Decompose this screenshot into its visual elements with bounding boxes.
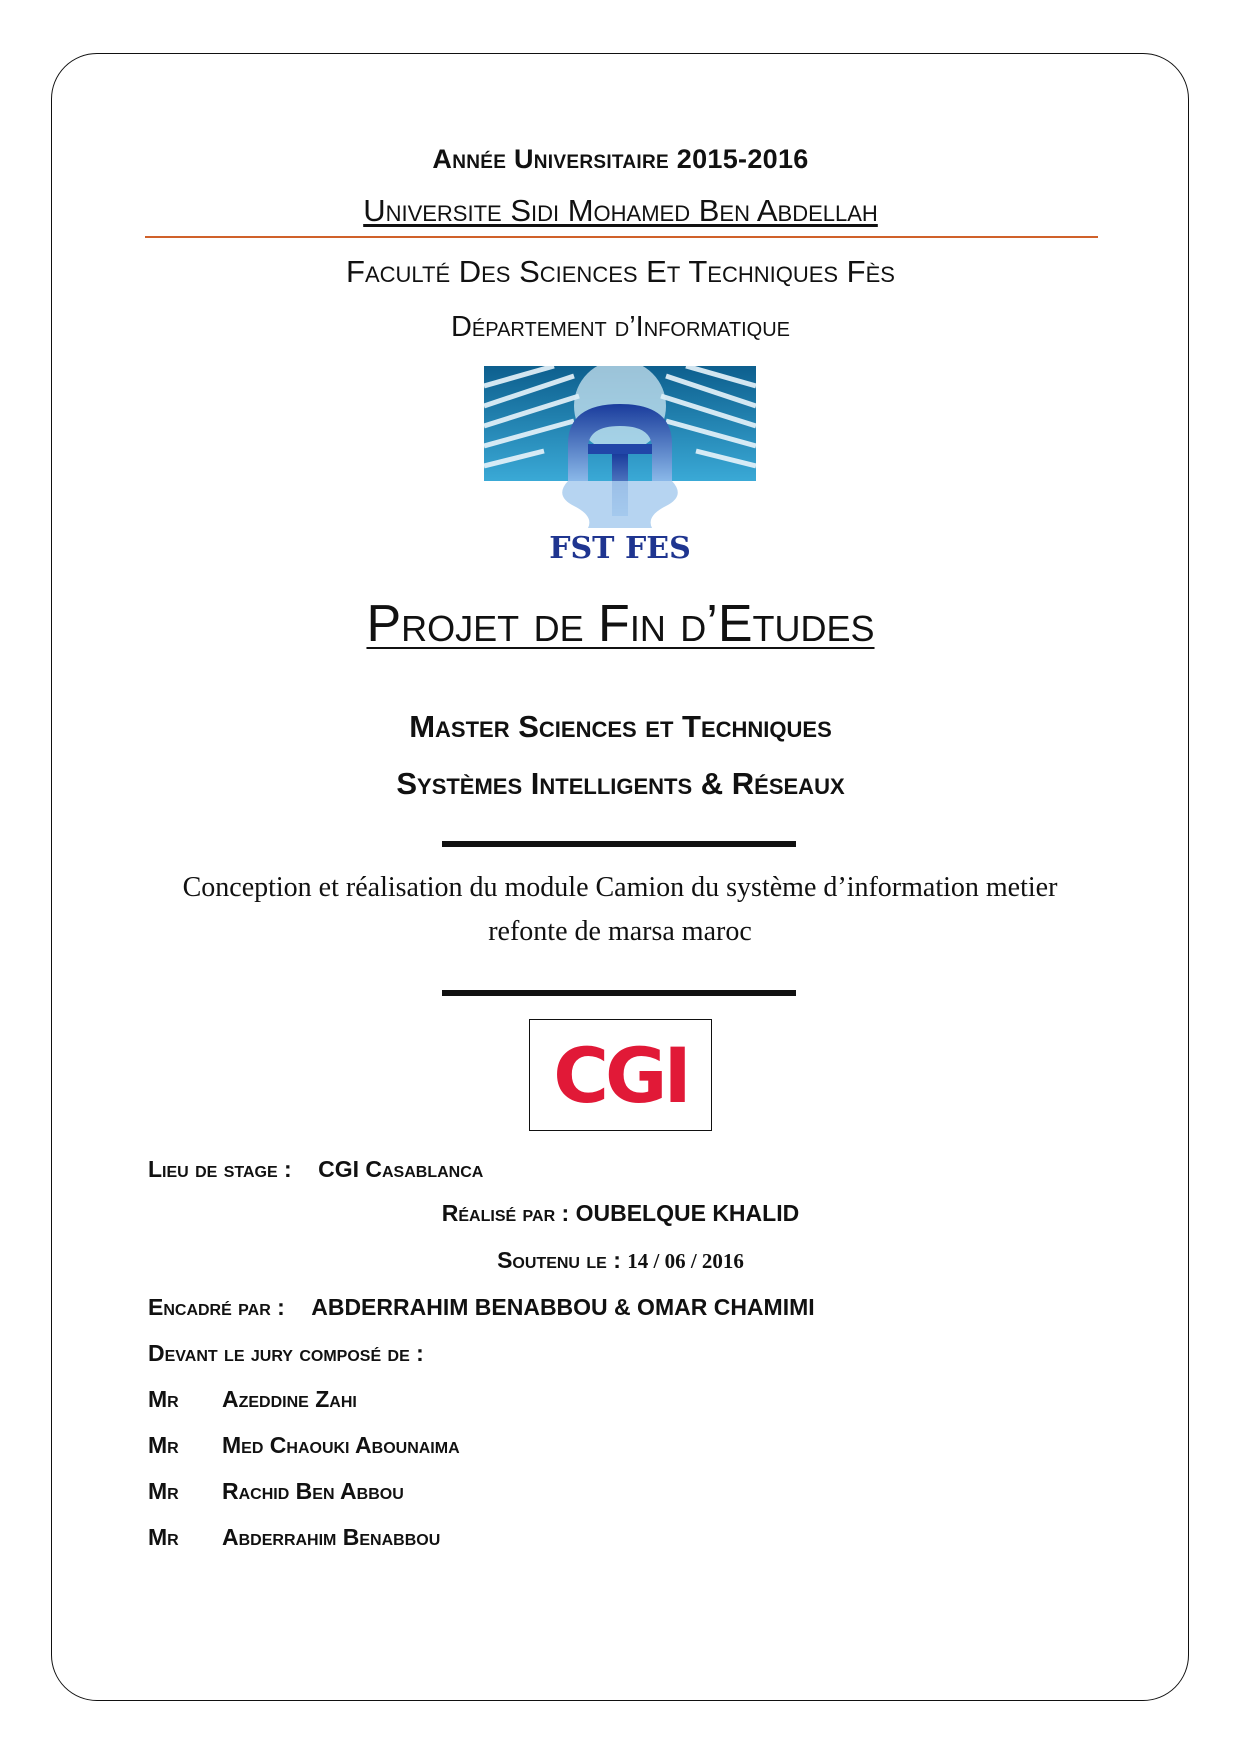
- jury-member: [148, 1478, 404, 1505]
- jury-name: Azeddine Zahi: [222, 1386, 357, 1412]
- department-name: Département d’Informatique: [450, 311, 791, 343]
- jury-title: Mr: [148, 1386, 179, 1412]
- jury-member: [148, 1432, 460, 1459]
- academic-year: Année Universitaire 2015-2016: [432, 144, 809, 174]
- supervisors-value: ABDERRAHIM BENABBOU & OMAR CHAMIMI: [311, 1294, 815, 1320]
- defense-date-value: 14 / 06 / 2016: [627, 1249, 744, 1273]
- supervisors: [148, 1294, 815, 1321]
- author-value: OUBELQUE KHALID: [575, 1200, 800, 1226]
- subject-line-1: Conception et réalisation du module Camion du système d’information metier: [182, 872, 1058, 903]
- defense-date: [0, 1247, 1241, 1274]
- cgi-logo: [529, 1019, 712, 1131]
- jury-heading: Devant le jury composé de :: [148, 1340, 424, 1366]
- header-divider: [145, 236, 1098, 238]
- jury-name: Abderrahim Benabbou: [222, 1524, 441, 1550]
- jury-title: Mr: [148, 1478, 179, 1504]
- jury-name: Rachid Ben Abbou: [222, 1478, 404, 1504]
- author: [0, 1200, 1241, 1227]
- jury-title: Mr: [148, 1524, 179, 1550]
- logo-text: FST FES: [549, 531, 691, 564]
- jury-member: [148, 1386, 357, 1413]
- jury-name: Med Chaouki Abounaima: [222, 1432, 460, 1458]
- location-value: CGI Casablanca: [318, 1156, 484, 1182]
- location-label: Lieu de stage :: [148, 1156, 292, 1182]
- university-name: Universite Sidi Mohamed Ben Abdellah: [363, 193, 878, 228]
- title-divider-top: [442, 841, 796, 847]
- defense-date-label: Soutenu le :: [497, 1247, 621, 1273]
- project-subject: [120, 866, 1120, 954]
- main-title: Projet de Fin d’Etudes: [366, 595, 875, 653]
- internship-location: [148, 1156, 483, 1183]
- cgi-logo-text: CGI: [553, 1030, 688, 1120]
- author-label: Réalisé par :: [441, 1200, 570, 1226]
- specialty: Systèmes Intelligents & Réseaux: [396, 766, 845, 801]
- jury-title: Mr: [148, 1432, 179, 1458]
- fst-fes-logo: [484, 366, 756, 564]
- supervisors-label: Encadré par :: [148, 1294, 285, 1320]
- master-program: Master Sciences et Techniques: [409, 709, 832, 744]
- jury-member: [148, 1524, 440, 1551]
- subject-line-2: refonte de marsa maroc: [488, 916, 752, 947]
- faculty-name: Faculté Des Sciences Et Techniques Fès: [346, 254, 895, 289]
- title-divider-bottom: [442, 990, 796, 996]
